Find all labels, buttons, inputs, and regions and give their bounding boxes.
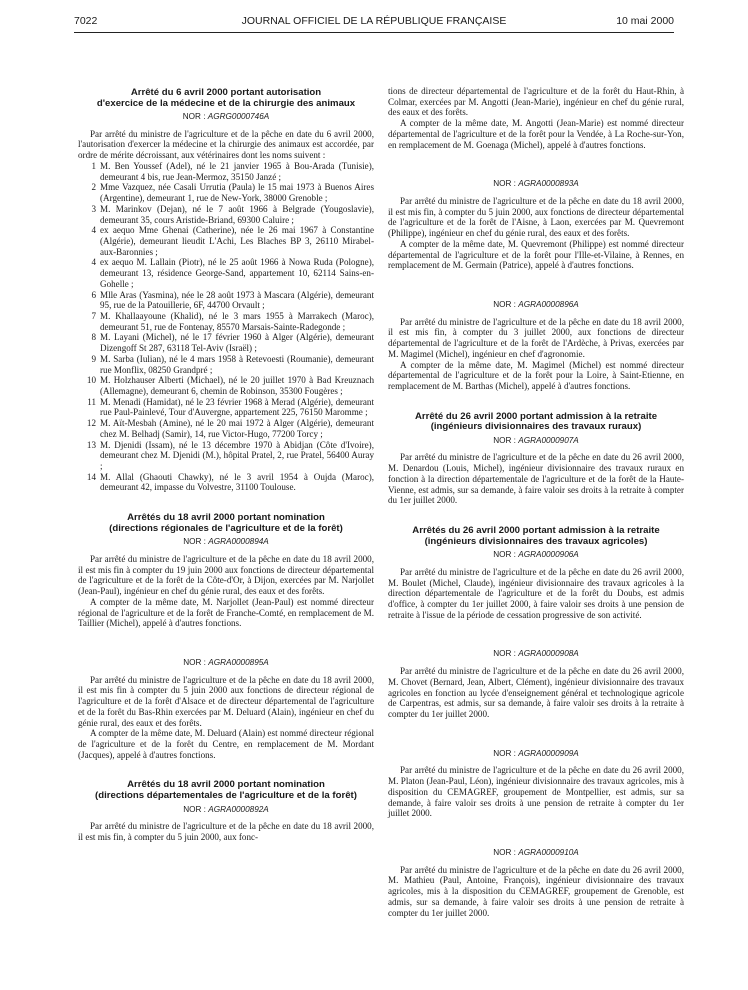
item-text: M. Marinkov (Dejan), né le 7 août 1966 à Belgrade (Yougoslavie), demeurant 35, cours Aristide-Briand, 69300 Caluire ;	[100, 203, 374, 225]
item-text: M. Allal (Ghaouti Chawky), né le 3 avril 1954 à Oujda (Maroc), demeurant 42, impasse du Volvestre, 31100 Toulouse.	[100, 471, 374, 493]
paragraph: A compter de la même date, M. Angotti (Jean-Marie) est nommé directeur départemental de l'agriculture et de la forêt pour la Vendée, à La Roche-sur-Yon, en remplacement de M. Goenaga (Michel), appelé à d'autres fonctions.	[388, 118, 684, 150]
paragraph: Par arrêté du ministre de l'agriculture et de la pêche en date du 18 avril 2000, il est mis fin, à compter du 5 juin 2000, aux fonc-	[78, 821, 374, 842]
item-text: M. Djenidi (Issam), né le 13 décembre 1970 à Abidjan (Côte d'Ivoire), demeurant chez M. Djenidi (M.), hôpital Pratel, 2, rue Pratel, 56400 Auray ;	[100, 439, 374, 472]
nor-reference: NOR : AGRA0000894A	[183, 537, 269, 547]
item-number: 4	[91, 225, 96, 236]
paragraph: Par arrêté du ministre de l'agriculture et de la pêche en date du 26 avril 2000, M. Mathieu (Paul, Antoine, François), ingénieur divisionnaire des travaux agricoles, mis à la disposition du CEMAGREF, groupement de Grenoble, est admis, sur sa demande, à faire valoir ses droits à une pension de retraite à compter du 1er juillet 2000.	[388, 864, 684, 918]
page-header	[74, 15, 674, 29]
item-number: 7	[91, 310, 96, 321]
paragraph: Par arrêté du ministre de l'agriculture et de la pêche en date du 26 avril 2000, M. Chovet (Bernard, Jean, Albert, Clément), ingénieur divisionnaire des travaux agricoles en fonction au lycée d'enseignement général et technologique agricole de Carpentras, est admis, sur sa demande, à faire valoir ses droits à la retraite à compter du 1er juillet 2000.	[388, 666, 684, 719]
journal-title: JOURNAL OFFICIEL DE LA RÉPUBLIQUE FRANÇAISE	[241, 15, 507, 27]
item-number: 12	[86, 418, 96, 429]
issue-date: 10 mai 2000	[616, 15, 674, 27]
item-text: ex aequo M. Lallain (Piotr), né le 25 août 1966 à Nowa Ruda (Pologne), demeurant 13, résidence George-Sand, appartement 10, 62114 Sains-en-Gohelle ;	[100, 257, 374, 289]
list-item	[78, 332, 374, 353]
nor-reference: NOR : AGRA0000892A	[183, 804, 269, 814]
list-item	[78, 161, 374, 182]
item-number: 1	[91, 160, 96, 171]
list-item	[78, 440, 374, 472]
item-number: 9	[91, 353, 96, 364]
list-item	[78, 472, 374, 493]
item-number: 10	[86, 375, 96, 386]
nor-reference: NOR : AGRG0000746A	[182, 112, 270, 122]
item-text: M. Menadi (Hamidat), né le 23 février 1968 à Merad (Algérie), demeurant rue Paul-Painlevé, Tour d'Auvergne, appartement 225, 76150 Maromme ;	[100, 396, 374, 418]
nor-reference: NOR : AGRA0000893A	[493, 179, 579, 189]
veterinarian-list	[78, 161, 374, 493]
paragraph: Par arrêté du ministre de l'agriculture et de la pêche en date du 26 avril 2000, M. Platon (Jean-Paul, Léon), ingénieur divisionnaire des travaux agricoles, mis à disposition du CEMAGREF, groupement de Montpellier, est admis, sur sa demande, à faire valoir ses droits à une pension de retraite à compter du 1er juillet 2000.	[388, 765, 684, 819]
item-text: M. Khallaayoune (Khalid), né le 3 mars 1955 à Marrakech (Maroc), demeurant 51, rue de Fontenay, 85570 Marsais-Sainte-Radegonde ;	[100, 310, 374, 332]
decree-title: Arrêtés du 18 avril 2000 portant nomination (directions régionales de l'agriculture et de la forêt)	[109, 512, 343, 534]
page-number: 7022	[74, 15, 98, 27]
right-column	[388, 86, 684, 918]
item-text: M. Sarba (Iulian), né le 4 mars 1958 à Retevoesti (Roumanie), demeurant rue Monflix, 08250 Grandpré ;	[100, 353, 374, 375]
list-item	[78, 204, 374, 225]
paragraph: A compter de la même date, M. Quevremont (Philippe) est nommé directeur départemental de l'agriculture et de la forêt pour l'Ille-et-Vilaine, à Rennes, en remplacement de M. Germain (Patrice), appelé à d'autres fonctions.	[388, 238, 684, 271]
item-text: ex aequo Mme Ghenai (Catherine), née le 26 mai 1967 à Constantine (Algérie), demeurant lieudit L'Achi, Les Blaches BP 3, 26110 Mirabel-aux-Baronnies ;	[100, 225, 374, 257]
nor-reference: NOR : AGRA0000910A	[493, 847, 579, 857]
paragraph: Par arrêté du ministre de l'agriculture et de la pêche en date du 26 avril 2000, M. Boulet (Michel, Claude), ingénieur divisionnaire des travaux agricoles à la direction départementale de l'agriculture et de la forêt du Doubs, est admis d'office, à compter du 1er juillet 2000, à faire valoir ses droits à une pension de retraite à l'issue de la période de cessation progressive de son activité.	[388, 566, 684, 620]
paragraph: Par arrêté du ministre de l'agriculture et de la pêche en date du 18 avril 2000, il est mis fin à compter du 19 juin 2000 aux fonctions de directeur départemental de l'agriculture et de la forêt de la Côte-d'Or, à Dijon, exercées par M. Narjollet (Jean-Paul), ingénieur en chef du génie rural, des eaux et des forêts.	[78, 553, 374, 597]
nor-reference: NOR : AGRA0000906A	[493, 550, 579, 560]
paragraph: Par arrêté du ministre de l'agriculture et de la pêche en date du 26 avril 2000, M. Denardou (Louis, Michel), ingénieur divisionnaire des travaux ruraux en fonction à la direction départementale de l'agriculture et de la forêt de la Haute-Vienne, est admis, sur sa demande, à faire valoir ses droits à la retraite à compter du 1er juillet 2000.	[388, 452, 684, 506]
paragraph: Par arrêté du ministre de l'agriculture et de la pêche en date du 6 avril 2000, l'autorisation d'exercer la médecine et la chirurgie des animaux est accordée, par ordre de mérite décroissant, aux vétérinaires dont les noms suivent :	[78, 128, 374, 161]
decree-veterinary	[78, 88, 374, 493]
paragraph: Par arrêté du ministre de l'agriculture et de la pêche en date du 18 avril 2000, il est mis fin à compter du 5 juin 2000 aux fonctions de directeur régional de l'agriculture et de la forêt d'Alsace et de directeur départemental de l'agriculture et de la forêt du Bas-Rhin exercées par M. Deluard (Alain), ingénieur en chef du génie rural, des eaux et des forêts.	[78, 674, 374, 728]
nor-reference: NOR : AGRA0000896A	[493, 300, 579, 310]
paragraph: A compter de la même date, M. Deluard (Alain) est nommé directeur régional de l'agriculture et de la forêt du Centre, en remplacement de M. Mordant (Jacques), appelé à d'autres fonctions.	[78, 728, 374, 760]
left-column	[78, 88, 374, 843]
item-number: 13	[86, 439, 96, 450]
paragraph: A compter de la même date, M. Narjollet (Jean-Paul) est nommé directeur régional de l'agriculture et de la forêt de Franche-Comté, en remplacement de M. Taillier (Michel), appelé à d'autres fonctions.	[78, 596, 374, 629]
decree-departmental	[78, 780, 374, 842]
list-item	[78, 354, 374, 375]
list-item	[78, 257, 374, 289]
paragraph: tions de directeur départemental de l'agriculture et de la forêt du Haut-Rhin, à Colmar, exercées par M. Angotti (Jean-Marie), ingénieur en chef du génie rural, des eaux et des forêts.	[388, 86, 684, 118]
list-item	[78, 397, 374, 418]
list-item	[78, 182, 374, 203]
item-text: M. Layani (Michel), né le 17 février 1960 à Alger (Algérie), demeurant Dizengoff St 287, 63118 Tel-Aviv (Israël) ;	[100, 332, 374, 354]
decree-departmental-continued	[388, 86, 684, 392]
decree-retirement-rural	[388, 412, 684, 506]
decree-title: Arrêté du 6 avril 2000 portant autorisation d'exercice de la médecine et de la chirurgie des animaux	[96, 87, 356, 109]
paragraph: Par arrêté du ministre de l'agriculture et de la pêche en date du 18 avril 2000, il est mis fin, à compter du 5 juin 2000, aux fonctions de directeur départemental de l'agriculture et de la forêt de l'Aisne, à Laon, exercées par M. Quevremont (Philippe), ingénieur en chef du génie rural, des eaux et des forêts.	[388, 195, 684, 239]
item-number: 4	[91, 257, 96, 268]
nor-reference: NOR : AGRA0000909A	[493, 748, 579, 758]
item-number: 14	[86, 471, 96, 482]
item-text: M. Ben Youssef (Adel), né le 21 janvier 1965 à Bou-Arada (Tunisie), demeurant 4 bis, rue Jean-Mermoz, 35150 Janzé ;	[100, 160, 374, 182]
item-text: Mlle Aras (Yasmina), née le 28 août 1973 à Mascara (Algérie), demeurant 95, rue de la Patouillerie, 6F, 44700 Orvault ;	[100, 289, 374, 311]
item-text: Mme Vazquez, née Casali Urrutia (Paula) le 15 mai 1973 à Buenos Aires (Argentine), demeurant 1, rue de New-York, 38000 Grenoble ;	[100, 182, 374, 204]
nor-reference: NOR : AGRA0000908A	[493, 649, 579, 659]
decree-title: Arrêté du 26 avril 2000 portant admission à la retraite (ingénieurs divisionnaires des travaux ruraux)	[414, 410, 658, 433]
list-item	[78, 375, 374, 396]
item-number: 2	[91, 182, 96, 193]
nor-reference: NOR : AGRA0000895A	[183, 658, 269, 667]
nor-reference: NOR : AGRA0000907A	[493, 435, 579, 445]
item-number: 6	[91, 289, 96, 300]
paragraph: A compter de la même date, M. Magimel (Michel) est nommé directeur départemental de l'agriculture et de la forêt pour la Loire, à Saint-Etienne, en remplacement de M. Barthas (Michel), appelé à d'autres fonctions.	[388, 359, 684, 391]
paragraph: Par arrêté du ministre de l'agriculture et de la pêche en date du 18 avril 2000, il est mis fin, à compter du 3 juillet 2000, aux fonctions de directeur départemental de l'agriculture et de la forêt de l'Ardèche, à Privas, exercées par M. Magimel (Michel), ingénieur en chef d'agronomie.	[388, 316, 684, 359]
decree-regional	[78, 513, 374, 760]
list-item	[78, 225, 374, 257]
decree-title: Arrêtés du 18 avril 2000 portant nomination (directions départementales de l'agriculture et de la forêt)	[95, 779, 357, 801]
list-item	[78, 290, 374, 311]
decree-retirement-agricultural	[388, 526, 684, 918]
decree-title: Arrêtés du 26 avril 2000 portant admission à la retraite (ingénieurs divisionnaires des travaux agricoles)	[412, 525, 660, 547]
item-text: M. Aït-Mesbah (Amine), né le 20 mai 1972 à Alger (Algérie), demeurant chez M. Belhadj (Samir), 14, rue Victor-Hugo, 77200 Torcy ;	[100, 418, 374, 439]
header-rule	[74, 32, 674, 33]
item-number: 11	[87, 396, 96, 407]
list-item	[78, 311, 374, 332]
item-text: M. Holzhauser Alberti (Michael), né le 20 juillet 1970 à Bad Kreuznach (Allemagne), demeurant 6, chemin de Robinson, 35300 Fougères ;	[100, 375, 374, 397]
list-item	[78, 418, 374, 439]
item-number: 8	[91, 332, 96, 343]
item-number: 3	[91, 203, 96, 214]
